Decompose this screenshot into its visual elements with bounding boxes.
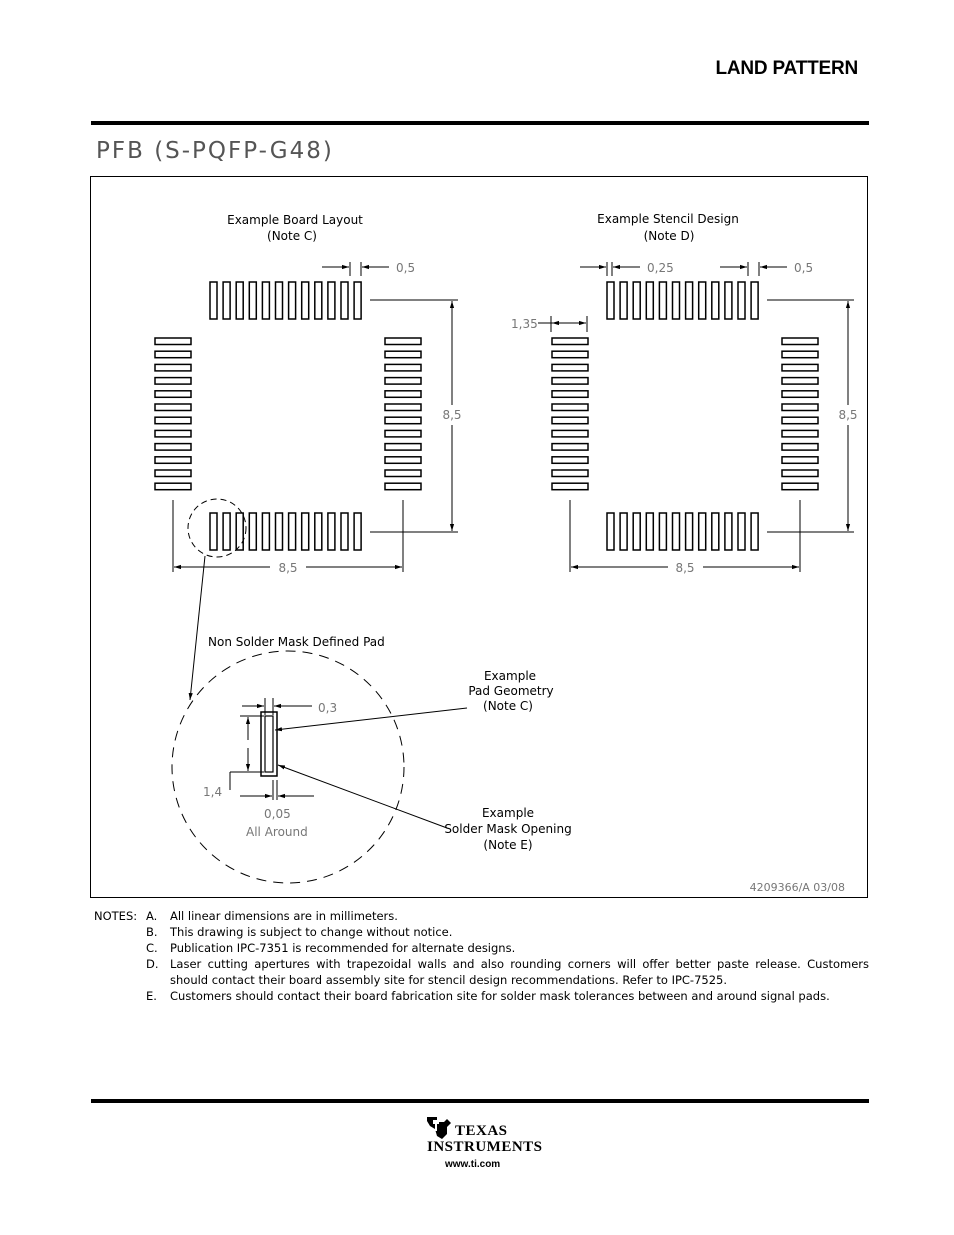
board-bottom-pad (223, 513, 230, 550)
note-b: B. This drawing is subject to change without notice. (146, 925, 453, 939)
board-right-pad (385, 351, 421, 358)
stencil-bottom-pad (712, 513, 719, 550)
stencil-top-pad (686, 282, 693, 319)
stencil-top-pad (712, 282, 719, 319)
stencil-bottom-pad (620, 513, 627, 550)
board-top-pad (302, 282, 309, 319)
board-right-pad (385, 417, 421, 424)
stencil-top-pad (607, 282, 614, 319)
stencil-bottom-pad (699, 513, 706, 550)
stencil-top-pad (699, 282, 706, 319)
board-bottom-pads (210, 513, 361, 550)
stencil-top-pad (646, 282, 653, 319)
board-right-pad (385, 391, 421, 398)
board-left-pad (155, 364, 191, 371)
stencil-bottom-pad (633, 513, 640, 550)
stencil-right-apertures (782, 338, 818, 490)
board-left-pad (155, 338, 191, 345)
board-right-pad (385, 470, 421, 477)
stencil-gap-dimension (580, 262, 640, 276)
clearance-all-around-label: All Around (246, 825, 308, 839)
pad-geometry-label-3: (Note C) (483, 699, 533, 713)
note-e: E. Customers should contact their board fabrication site for solder mask tolerances between and around signal pads. (146, 989, 830, 1003)
board-left-pad (155, 391, 191, 398)
pad-length-dimension (230, 716, 264, 790)
package-designator: PFB (S-PQFP-G48) (96, 138, 334, 164)
board-right-pad (385, 444, 421, 451)
stencil-right-pad (782, 444, 818, 451)
stencil-top-pad (725, 282, 732, 319)
page-header-title: LAND PATTERN (715, 58, 858, 79)
board-right-pads (385, 338, 421, 490)
stencil-gap-label: 0,25 (647, 261, 674, 275)
board-bottom-pad (276, 513, 283, 550)
logo-text-line1: TEXAS (455, 1123, 508, 1139)
stencil-top-apertures (607, 282, 758, 319)
clearance-label: 0,05 (264, 807, 291, 821)
pad-geometry-leader (275, 708, 467, 730)
drawing-number: 4209366/A 03/08 (749, 881, 845, 894)
board-bottom-pad (249, 513, 256, 550)
stencil-right-pad (782, 404, 818, 411)
board-right-pad (385, 338, 421, 345)
note-a: A. All linear dimensions are in millimeters. (146, 909, 398, 923)
board-right-pad (385, 483, 421, 490)
detail-leader (190, 556, 205, 700)
detail-circle (172, 651, 404, 883)
stencil-right-pad (782, 364, 818, 371)
board-pitch-dimension (322, 262, 389, 276)
stencil-left-pad (552, 364, 588, 371)
pad-width-label: 0,3 (318, 701, 338, 715)
stencil-left-pad (552, 391, 588, 398)
stencil-right-pad (782, 417, 818, 424)
board-bottom-pad (328, 513, 335, 550)
board-top-pad (276, 282, 283, 319)
stencil-right-pad (782, 391, 818, 398)
board-layout-title: Example Board Layout (227, 213, 363, 227)
board-bottom-pad (289, 513, 296, 550)
stencil-left-pad (552, 351, 588, 358)
notes-lead: NOTES: (94, 909, 138, 923)
stencil-bottom-pad (607, 513, 614, 550)
stencil-top-pad (659, 282, 666, 319)
stencil-top-pad (620, 282, 627, 319)
board-right-pad (385, 378, 421, 385)
stencil-bottom-pad (673, 513, 680, 550)
board-top-pad (223, 282, 230, 319)
board-right-pad (385, 457, 421, 464)
board-top-pads (210, 282, 361, 319)
footer-url[interactable]: www.ti.com (445, 1159, 501, 1170)
logo-text-line2: INSTRUMENTS (427, 1139, 543, 1155)
note-d: D. Laser cutting apertures with trapezoidal walls and also rounding corners will offer better paste release. Customers should contact their board assembly site for stencil design recommendations. Refer to IPC-7525. (146, 957, 869, 987)
footer-rule (91, 1099, 869, 1103)
board-top-pad (249, 282, 256, 319)
stencil-left-pad (552, 483, 588, 490)
mask-opening-label-3: (Note E) (483, 838, 533, 852)
stencil-height-label: 8,5 (838, 408, 858, 422)
stencil-left-pad (552, 404, 588, 411)
stencil-pitch-dimension (720, 262, 787, 276)
stencil-width-label: 8,5 (675, 561, 695, 575)
stencil-left-pad (552, 430, 588, 437)
board-left-pad (155, 430, 191, 437)
clearance-dimension (240, 780, 314, 800)
pad-geometry-label-1: Example (483, 669, 537, 683)
stencil-left-pad (552, 470, 588, 477)
board-top-pad (315, 282, 322, 319)
mask-opening-label-1: Example (481, 806, 535, 820)
board-left-pad (155, 351, 191, 358)
board-bottom-pad (354, 513, 361, 550)
mask-opening-label-2: Solder Mask Opening (444, 822, 572, 836)
board-right-pad (385, 364, 421, 371)
board-left-pad (155, 404, 191, 411)
board-left-pad (155, 483, 191, 490)
board-bottom-pad (302, 513, 309, 550)
stencil-pad-length-label: 1,35 (511, 317, 538, 331)
stencil-bottom-pad (738, 513, 745, 550)
stencil-right-pad (782, 351, 818, 358)
stencil-top-pad (738, 282, 745, 319)
stencil-bottom-pad (725, 513, 732, 550)
board-left-pad (155, 444, 191, 451)
stencil-right-pad (782, 457, 818, 464)
board-bottom-pad (236, 513, 243, 550)
board-bottom-pad (341, 513, 348, 550)
board-bottom-pad (315, 513, 322, 550)
stencil-bottom-pad (686, 513, 693, 550)
stencil-left-pad (552, 417, 588, 424)
stencil-note: (Note D) (643, 229, 695, 243)
board-top-pad (210, 282, 217, 319)
stencil-right-pad (782, 483, 818, 490)
stencil-top-pad (751, 282, 758, 319)
pad-geometry-label-2: Pad Geometry (468, 684, 554, 698)
pad-geometry (265, 716, 273, 772)
stencil-bottom-apertures (607, 513, 758, 550)
board-right-pad (385, 404, 421, 411)
stencil-top-pad (633, 282, 640, 319)
board-height-label: 8,5 (442, 408, 462, 422)
pad-length-label: 1,4 (203, 785, 223, 799)
stencil-left-pad (552, 338, 588, 345)
stencil-top-pad (673, 282, 680, 319)
stencil-right-pad (782, 338, 818, 345)
stencil-bottom-pad (646, 513, 653, 550)
stencil-pitch-label: 0,5 (794, 261, 814, 275)
solder-mask-opening (261, 712, 277, 776)
board-top-pad (341, 282, 348, 319)
board-bottom-pad (210, 513, 217, 550)
stencil-left-apertures (552, 338, 588, 490)
stencil-bottom-pad (659, 513, 666, 550)
stencil-right-pad (782, 430, 818, 437)
board-width-label: 8,5 (278, 561, 298, 575)
board-right-pad (385, 430, 421, 437)
stencil-pad-length-dimension (538, 316, 587, 332)
board-top-pad (236, 282, 243, 319)
board-left-pad (155, 470, 191, 477)
notes-section (94, 908, 869, 1004)
board-left-pad (155, 378, 191, 385)
note-c: C. Publication IPC-7351 is recommended for alternate designs. (146, 941, 516, 955)
stencil-left-pad (552, 444, 588, 451)
board-top-pad (328, 282, 335, 319)
board-left-pad (155, 457, 191, 464)
board-pitch-label: 0,5 (396, 261, 416, 275)
ti-logo-icon (424, 1114, 454, 1142)
board-top-pad (289, 282, 296, 319)
detail-title: Non Solder Mask Defined Pad (208, 635, 385, 649)
stencil-right-pad (782, 378, 818, 385)
board-layout-note: (Note C) (267, 229, 317, 243)
board-left-pad (155, 417, 191, 424)
stencil-left-pad (552, 378, 588, 385)
board-bottom-pad (262, 513, 269, 550)
stencil-left-pad (552, 457, 588, 464)
stencil-right-pad (782, 470, 818, 477)
board-top-pad (354, 282, 361, 319)
stencil-bottom-pad (751, 513, 758, 550)
board-top-pad (262, 282, 269, 319)
board-left-pads (155, 338, 191, 490)
stencil-title: Example Stencil Design (597, 212, 739, 226)
